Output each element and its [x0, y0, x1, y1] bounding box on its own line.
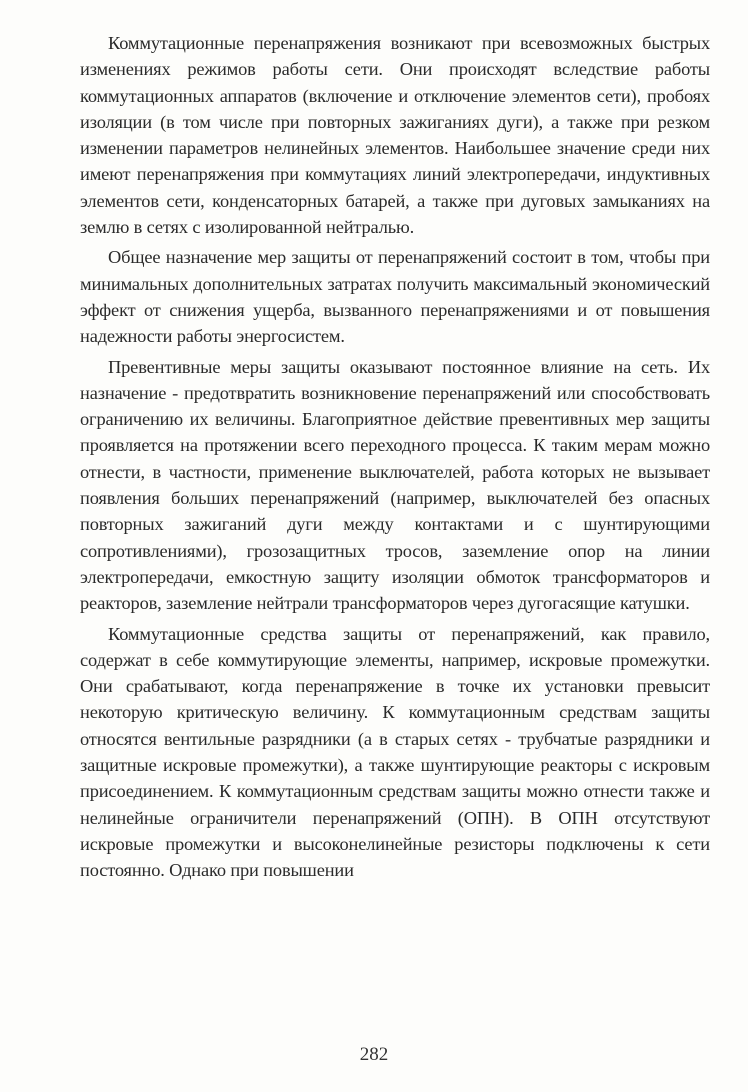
- paragraph-protection-purpose: Общее назначение мер защиты от перенапряжений состоит в том, чтобы при минимальных дополнительных затратах получить максимальный экономический эффект от снижения ущерба, вызванного перенапряжениями и от повышения надежности работы энергосистем.: [80, 247, 710, 347]
- page-number: 282: [359, 1044, 389, 1065]
- paragraph-switching-protection-means: Коммутационные средства защиты от перенапряжений, как правило, содержат в себе коммутирующие элементы, например, искровые промежутки. Они срабатывают, когда перенапряжение в точке их установки превысит некоторую критическую величину. К коммутационным средствам защиты относятся вентильные разрядники (а в старых сетях - трубчатые разрядники и защитные искровые промежутки), а также шунтирующие реакторы с искровым присоединением. К коммутационным средствам защиты можно отнести также и нелинейные ограничители перенапряжений (ОПН). В ОПН отсутствуют искровые промежутки и высоконелинейные резисторы подключены к сети постоянно. Однако при повышении: [80, 623, 710, 881]
- paragraph-preventive-measures: Превентивные меры защиты оказывают постоянное влияние на сеть. Их назначение - предотвратить возникновение перенапряжений или способствовать ограничению их величины. Благоприятное действие превентивных мер защиты проявляется на протяжении всего переходного процесса. К таким мерам можно отнести, в частности, применение выключателей, работа которых не вызывает появления больших перенапряжений (например, выключателей без опасных повторных зажиганий дуги между контактами и с шунтирующими сопротивлениями), грозозащитных тросов, заземление опор на линии электропередачи, емкостную защиту изоляции обмоток трансформаторов и реакторов, заземление нейтрали трансформаторов через дугогасящие катушки.: [80, 356, 710, 614]
- body-text: [80, 30, 710, 888]
- paragraph-switching-overvoltages: Коммутационные перенапряжения возникают при всевозможных быстрых изменениях режимов работы сети. Они происходят вследствие работы коммутационных аппаратов (включение и отключение элементов сети), пробоях изоляции (в том числе при повторных зажиганиях дуги), а также при резком изменении параметров нелинейных элементов. Наибольшее значение среди них имеют перенапряжения при коммутациях линий электропередачи, индуктивных элементов сети, конденсаторных батарей, а также при дуговых замыканиях на землю в сетях с изолированной нейтралью.: [80, 33, 710, 238]
